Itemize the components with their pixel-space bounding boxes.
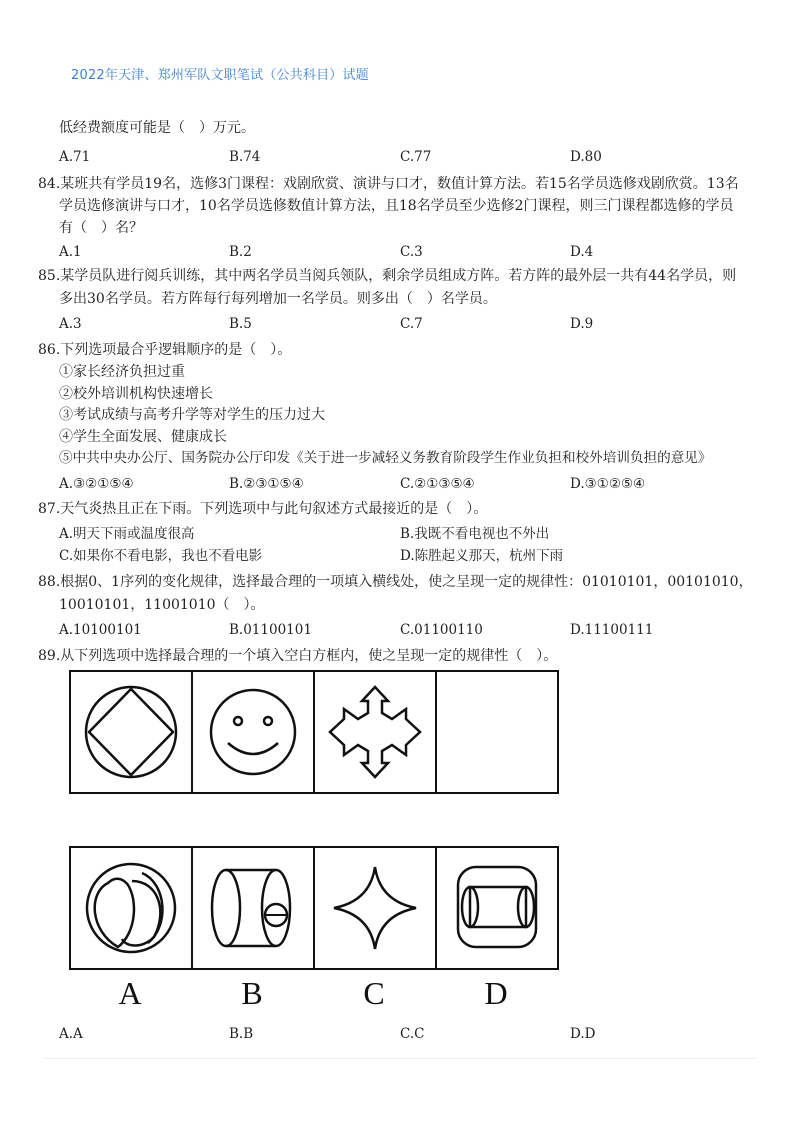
q89-question-cell-1	[71, 672, 193, 792]
q83-continuation: 低经费额度可能是（ ）万元。	[59, 120, 255, 136]
q85-option-b: B.5	[229, 316, 252, 332]
q87-stem: 87.天气炎热且正在下雨。下列选项中与此句叙述方式最接近的是（ ）。	[38, 501, 488, 517]
figure-label-d: D	[484, 975, 508, 1011]
q86-item-1: ①家长经济负担过重	[59, 364, 185, 380]
q83-option-c: C.77	[400, 149, 432, 165]
q85-stem-line-2: 多出30名学员。若方阵每行每列增加一名学员。则多出（ ）名学员。	[59, 291, 497, 307]
q84-stem-line-3: 有（ ）名？	[59, 220, 143, 236]
q89-answer-cell-d	[437, 848, 557, 968]
q88-option-c: C.01100110	[400, 622, 483, 638]
smiley-face-figure	[198, 677, 308, 787]
q89-option-b: B.B	[229, 1026, 254, 1042]
q84-option-c: C.3	[400, 244, 423, 260]
q83-option-a: A.71	[59, 149, 91, 165]
q83-option-d: D.80	[570, 149, 602, 165]
cylinder-figure	[198, 853, 308, 963]
q89-option-c: C.C	[400, 1026, 425, 1042]
q85-option-d: D.9	[570, 316, 594, 332]
q84-option-a: A.1	[59, 244, 82, 260]
q86-option-d: D.③①②⑤④	[570, 476, 646, 492]
q89-blank-cell	[437, 672, 557, 792]
q88-option-b: B.01100101	[229, 622, 312, 638]
q88-stem-line-2: 10010101，11001010（ ）。	[59, 597, 265, 613]
q89-option-d: D.D	[570, 1026, 596, 1042]
q84-stem-line-1: 84.某班共有学员19名，选修3门课程：戏剧欣赏、演讲与口才，数值计算方法。若15名学员选修戏剧欣赏。13名	[38, 176, 739, 192]
footer-divider	[44, 1058, 756, 1059]
q85-option-a: A.3	[59, 316, 82, 332]
q86-option-a: A.③②①⑤④	[59, 476, 134, 492]
q87-option-c: C.如果你不看电影，我也不看电影	[59, 548, 263, 564]
rounded-square-cylinder-figure	[442, 853, 552, 963]
circle-diamond-figure	[76, 677, 186, 787]
q83-option-b: B.74	[229, 149, 261, 165]
q86-item-5: ⑤中共中央办公厅、国务院办公厅印发《关于进一步减轻义务教育阶段学生作业负担和校外培训负担的意见》	[59, 450, 712, 466]
q89-question-cell-2	[193, 672, 315, 792]
q89-figure-labels	[69, 975, 557, 1012]
q84-option-b: B.2	[229, 244, 252, 260]
q89-answer-cell-a	[71, 848, 193, 968]
q86-item-2: ②校外培训机构快速增长	[59, 386, 213, 402]
q84-option-d: D.4	[570, 244, 594, 260]
four-point-star-figure	[320, 853, 430, 963]
q89-stem: 89.从下列选项中选择最合理的一个填入空白方框内，使之呈现一定的规律性（ ）。	[38, 648, 558, 664]
document-header-title: 2022年天津、郑州军队文职笔试（公共科目）试题	[71, 68, 369, 83]
q89-question-figures	[69, 670, 559, 794]
q87-option-a: A.明天下雨或温度很高	[59, 526, 195, 542]
q85-stem-line-1: 85.某学员队进行阅兵训练，其中两名学员当阅兵领队，剩余学员组成方阵。若方阵的最外层一共有44名学员，则	[38, 268, 737, 284]
q89-option-a: A.A	[59, 1026, 83, 1042]
q87-option-d: D.陈胜起义那天，杭州下雨	[400, 548, 564, 564]
four-arrow-cross-figure	[320, 677, 430, 787]
q85-option-c: C.7	[400, 316, 423, 332]
q89-answer-cell-c	[315, 848, 437, 968]
q89-answer-figures	[69, 846, 559, 970]
q86-stem: 86.下列选项最合乎逻辑顺序的是（ ）。	[38, 342, 292, 358]
figure-label-b: B	[241, 975, 263, 1011]
q89-question-cell-3	[315, 672, 437, 792]
figure-label-c: C	[363, 975, 385, 1011]
q86-option-c: C.②①③⑤④	[400, 476, 475, 492]
q86-item-4: ④学生全面发展、健康成长	[59, 429, 227, 445]
q86-option-b: B.②③①⑤④	[229, 476, 304, 492]
q84-stem-line-2: 学员选修演讲与口才，10名学员选修数值计算方法，且18名学员至少选修2门课程，则三门课程都选修的学员	[59, 198, 734, 214]
overlapping-circles-figure	[76, 853, 186, 963]
q88-stem-line-1: 88.根据0、1序列的变化规律，选择最合理的一项填入横线处，使之呈现一定的规律性：01010101，00101010，	[38, 574, 753, 590]
q87-option-b: B.我既不看电视也不外出	[400, 526, 550, 542]
q88-option-d: D.11100111	[570, 622, 654, 638]
q88-option-a: A.10100101	[59, 622, 142, 638]
q89-answer-cell-b	[193, 848, 315, 968]
q86-item-3: ③考试成绩与高考升学等对学生的压力过大	[59, 407, 325, 423]
figure-label-a: A	[118, 975, 142, 1011]
